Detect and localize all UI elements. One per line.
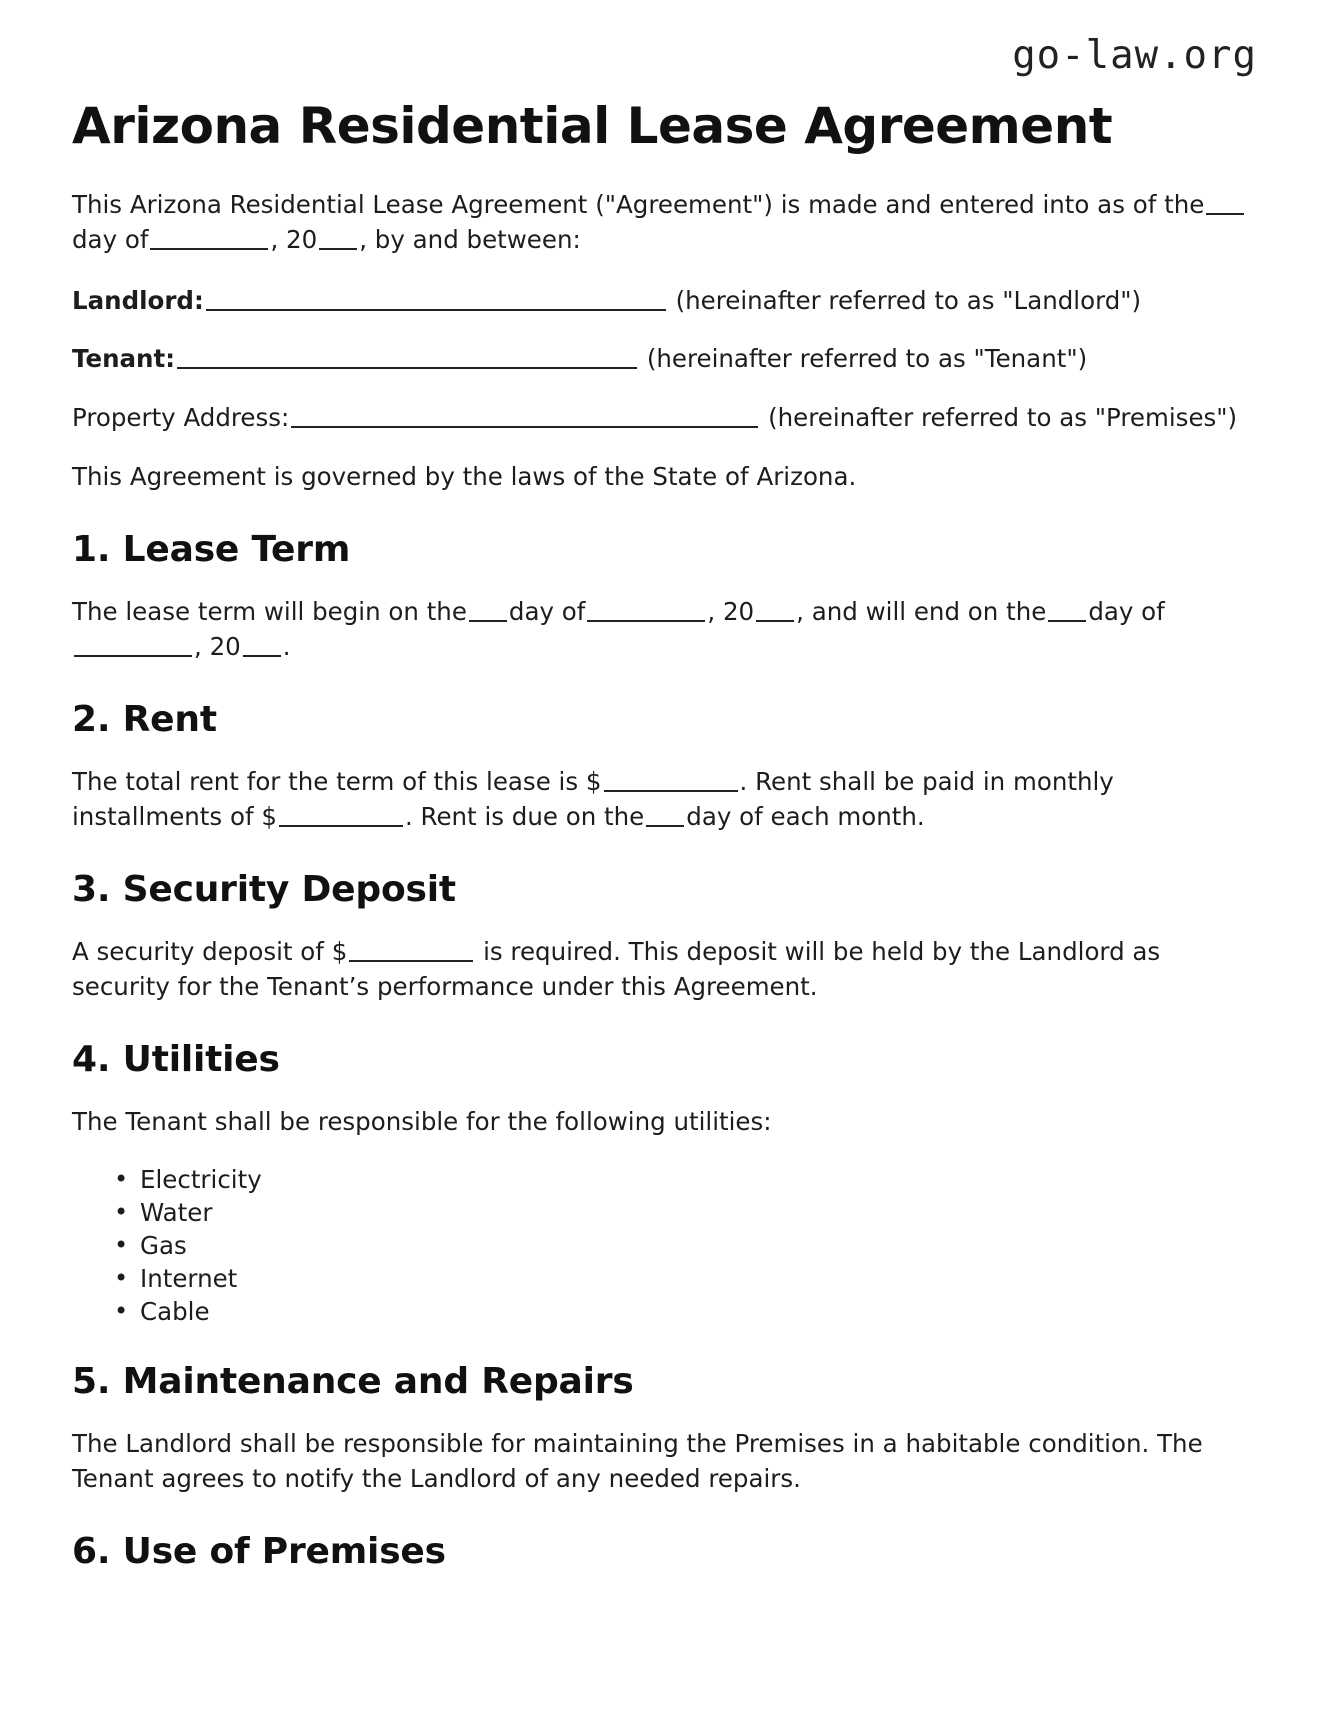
lease-start-day-blank [469,595,507,622]
list-item: • Water [140,1199,1259,1228]
lease-term-part-7: . [282,631,291,661]
property-address-label: Property Address: [72,403,290,433]
property-address-suffix: (hereinafter referred to as "Premises") [768,403,1238,433]
landlord-name-blank [206,284,666,311]
intro-text-part-1: This Arizona Residential Lease Agreement ("Agreement") is made and entered into as of the [72,190,1205,219]
security-deposit-blank [349,935,473,962]
property-address-blank [291,401,758,428]
lease-start-year-blank [756,595,794,622]
lease-term-part-4: , and will end on the [796,597,1047,627]
lease-term-part-1: The lease term will begin on the [72,597,467,627]
lease-end-year-blank [243,630,281,657]
intro-year-blank [319,223,357,250]
lease-term-part-3: , 20 [707,597,755,627]
landlord-label: Landlord: [72,285,204,315]
rent-part-2: . Rent shall be paid in monthly installments of $ [72,767,1114,831]
section-heading-use-of-premises: 6. Use of Premises [72,1530,446,1572]
governing-law-paragraph: This Agreement is governed by the laws of the State of Arizona. [72,461,857,491]
intro-month-blank [150,223,268,250]
intro-text-part-3: , 20 [270,224,318,254]
lease-start-month-blank [587,595,705,622]
lease-end-month-blank [74,630,192,657]
total-rent-blank [604,765,738,792]
rent-part-3: . Rent is due on the [404,801,645,831]
section-heading-rent: 2. Rent [72,698,217,740]
lease-term-part-6: , 20 [194,631,241,661]
landlord-line [72,284,1259,319]
lease-end-day-blank [1048,595,1086,622]
section-heading-maintenance-and-repairs: 5. Maintenance and Repairs [72,1360,634,1402]
tenant-label: Tenant: [72,344,176,374]
section-body-rent [72,765,1259,835]
utilities-list [72,1166,1259,1327]
deposit-part-1: A security deposit of $ [72,937,348,967]
section-heading-security-deposit: 3. Security Deposit [72,868,456,910]
section-body-utilities: The Tenant shall be responsible for the following utilities: [72,1107,772,1137]
intro-day-blank [1206,188,1244,215]
rent-due-day-blank [646,800,684,827]
rent-part-1: The total rent for the term of this lease is $ [72,767,602,797]
lease-term-part-5: day of [1088,597,1165,627]
section-heading-utilities: 4. Utilities [72,1038,280,1080]
property-address-line [72,401,1259,436]
intro-text-part-4: , by and between: [359,224,581,254]
rent-part-4: day of each month. [686,801,925,831]
page-title: Arizona Residential Lease Agreement [72,97,1113,155]
landlord-suffix: (hereinafter referred to as "Landlord") [675,285,1142,315]
section-heading-lease-term: 1. Lease Term [72,528,351,570]
brand-header [72,33,1259,92]
section-body-maintenance-and-repairs: The Landlord shall be responsible for maintaining the Premises in a habitable condition. The Tenant agrees to notify the Landlord of any needed repairs. [72,1429,1203,1493]
intro-paragraph [72,188,1259,258]
list-item: • Internet [140,1265,1259,1294]
tenant-line [72,342,1259,377]
list-item: • Gas [140,1232,1259,1261]
list-item: • Cable [140,1298,1259,1327]
site-logo: go-law.org [1012,33,1257,78]
lease-term-part-2: day of [508,597,586,627]
tenant-suffix: (hereinafter referred to as "Tenant") [646,344,1088,374]
section-body-lease-term [72,595,1259,665]
intro-text-part-2: day of [72,224,149,254]
section-body-security-deposit [72,935,1259,1005]
deposit-part-2: is required. This deposit will be held by the Landlord as security for the Tenant’s performance under this Agreement. [72,937,1161,1001]
monthly-rent-blank [279,800,403,827]
list-item: • Electricity [140,1166,1259,1195]
tenant-name-blank [177,342,637,369]
